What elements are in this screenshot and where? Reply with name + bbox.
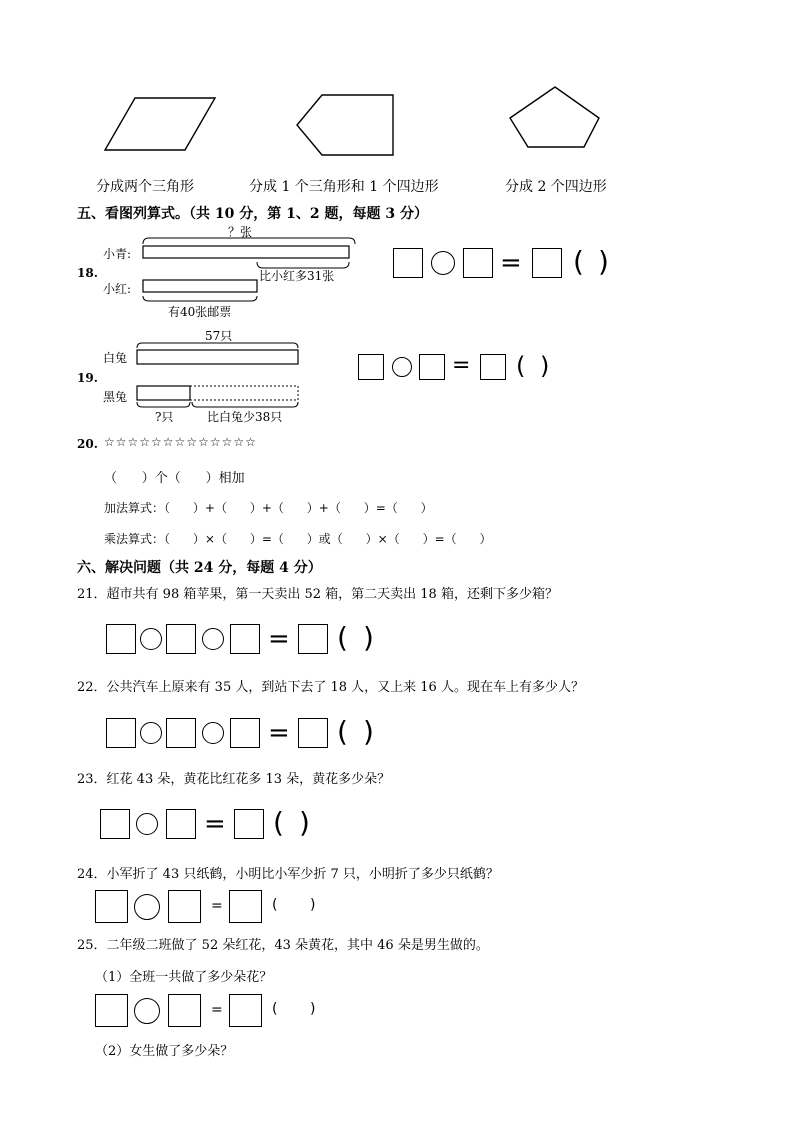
q18-row2-label: 小红:: [103, 282, 132, 296]
q22-operator-circle-1[interactable]: [140, 722, 162, 744]
q23-operator-circle[interactable]: [136, 813, 158, 835]
q24-answer-box-1[interactable]: [95, 890, 128, 923]
q18-row1-label: 小青:: [103, 247, 132, 261]
q19-row2-label: 黑兔: [103, 390, 128, 404]
q19-bottom-left-label: ?只: [155, 410, 174, 424]
q18-paren-close: ): [598, 245, 609, 278]
q18-equals: =: [500, 248, 522, 278]
q22-answer-box-4[interactable]: [298, 718, 328, 748]
q25-text: 25．二年级二班做了 52 朵红花，43 朵黄花，其中 46 朵是男生做的。: [77, 938, 489, 953]
shape-caption-2: 分成 1 个三角形和 1 个四边形: [249, 179, 439, 195]
q22-answer-box-2[interactable]: [166, 718, 196, 748]
q23-answer-box-1[interactable]: [100, 809, 130, 839]
q25-1-answer-box-2[interactable]: [168, 994, 201, 1027]
q25-1-paren-close: ): [310, 1001, 316, 1017]
q18-top-label: ？张: [228, 225, 253, 239]
q20-addition-formula: 加法算式：（ ）+（ ）+（ ）+（ ）=（ ）: [104, 501, 433, 515]
q18-paren-open: (: [573, 245, 584, 278]
section6-heading: 六、解决问题（共 24 分，每题 4 分）: [77, 560, 322, 576]
q24-answer-box-2[interactable]: [168, 890, 201, 923]
shape-caption-3: 分成 2 个四边形: [505, 179, 607, 195]
q20-multiplication-formula: 乘法算式：（ ）×（ ）=（ ）或（ ）×（ ）=（ ）: [104, 532, 492, 546]
q23-answer-box-2[interactable]: [166, 809, 196, 839]
q25-1-paren-open: (: [272, 1001, 278, 1017]
q24-paren-close: ): [310, 897, 316, 913]
shape-caption-1: 分成两个三角形: [96, 179, 194, 195]
q25-1-answer-box-3[interactable]: [229, 994, 262, 1027]
q22-text: 22．公共汽车上原来有 35 人，到站下去了 18 人，又上来 16 人。现在车上有多少人？: [77, 680, 584, 695]
section5-heading: 五、看图列算式。（共 10 分，第 1、2 题，每题 3 分）: [77, 206, 428, 222]
q19-paren-close: ): [540, 352, 550, 380]
q24-answer-box-3[interactable]: [229, 890, 262, 923]
q18-answer-box-1[interactable]: [393, 248, 423, 278]
q23-paren-open: (: [273, 806, 284, 839]
q19-bar-white-rabbit: [137, 350, 298, 364]
q19-answer-box-3[interactable]: [480, 354, 506, 380]
q23-equals: =: [204, 809, 226, 839]
q18-bar-xiaoqing: [143, 246, 349, 258]
q21-paren-open: (: [337, 621, 348, 654]
q21-operator-circle-2[interactable]: [202, 628, 224, 650]
q20-line-count: （ ）个（ ）相加: [104, 471, 245, 486]
q18-answer-box-3[interactable]: [532, 248, 562, 278]
q19-equals: =: [452, 353, 471, 378]
q22-operator-circle-2[interactable]: [202, 722, 224, 744]
shapes-figure: [0, 80, 794, 170]
q23-paren-close: ): [299, 806, 310, 839]
q19-number: 19.: [77, 371, 98, 385]
q24-text: 24．小军折了 43 只纸鹤，小明比小军少折 7 只，小明折了多少只纸鹤？: [77, 867, 499, 882]
q21-answer-box-1[interactable]: [106, 624, 136, 654]
q21-answer-box-4[interactable]: [298, 624, 328, 654]
q22-paren-open: (: [337, 715, 348, 748]
q22-answer-box-3[interactable]: [230, 718, 260, 748]
q22-equals: =: [268, 718, 290, 748]
q25-subquestion-1: （1）全班一共做了多少朵花？: [95, 970, 273, 985]
q18-brace-label: 比小红多31张: [259, 269, 335, 283]
q22-paren-close: ): [363, 715, 374, 748]
q19-answer-box-2[interactable]: [419, 354, 445, 380]
q18-bar-diagram: [135, 234, 360, 309]
regular-pentagon-shape: [510, 87, 599, 147]
q25-subquestion-2: （2）女生做了多少朵？: [95, 1044, 234, 1059]
q19-bar-black-rabbit: [137, 386, 190, 400]
q19-bar-dashed-gap: [190, 386, 298, 400]
q19-operator-circle[interactable]: [392, 357, 412, 377]
q20-number: 20.: [77, 437, 98, 451]
q21-answer-box-3[interactable]: [230, 624, 260, 654]
q18-number: 18.: [77, 266, 98, 280]
q18-operator-circle[interactable]: [431, 251, 455, 275]
q22-answer-box-1[interactable]: [106, 718, 136, 748]
q19-top-label: 57只: [205, 329, 233, 343]
q24-paren-open: (: [272, 897, 278, 913]
q25-1-equals: =: [211, 1002, 223, 1018]
q25-1-operator-circle[interactable]: [134, 998, 160, 1024]
q25-1-answer-box-1[interactable]: [95, 994, 128, 1027]
q21-paren-close: ): [363, 621, 374, 654]
q21-text: 21．超市共有 98 箱苹果，第一天卖出 52 箱，第二天卖出 18 箱，还剩下多少箱？: [77, 587, 558, 602]
q19-paren-open: (: [516, 352, 526, 380]
q19-answer-box-1[interactable]: [358, 354, 384, 380]
q24-equals: =: [211, 898, 223, 914]
q18-answer-box-2[interactable]: [463, 248, 493, 278]
q21-operator-circle-1[interactable]: [140, 628, 162, 650]
q23-answer-box-3[interactable]: [234, 809, 264, 839]
pentagon-arrow-shape: [297, 95, 393, 155]
q18-bar-xiaohong: [143, 280, 257, 292]
q18-bottom-label: 有40张邮票: [168, 305, 232, 319]
parallelogram-shape: [105, 98, 215, 150]
q21-equals: =: [268, 624, 290, 654]
q24-operator-circle[interactable]: [134, 894, 160, 920]
q19-row1-label: 白兔: [103, 351, 128, 365]
q19-bottom-right-label: 比白兔少38只: [207, 410, 283, 424]
q20-stars: ☆☆☆☆☆☆☆☆☆☆☆☆☆: [104, 435, 257, 449]
q21-answer-box-2[interactable]: [166, 624, 196, 654]
q23-text: 23．红花 43 朵，黄花比红花多 13 朵，黄花多少朵？: [77, 772, 391, 787]
q19-bar-diagram: [130, 338, 310, 413]
